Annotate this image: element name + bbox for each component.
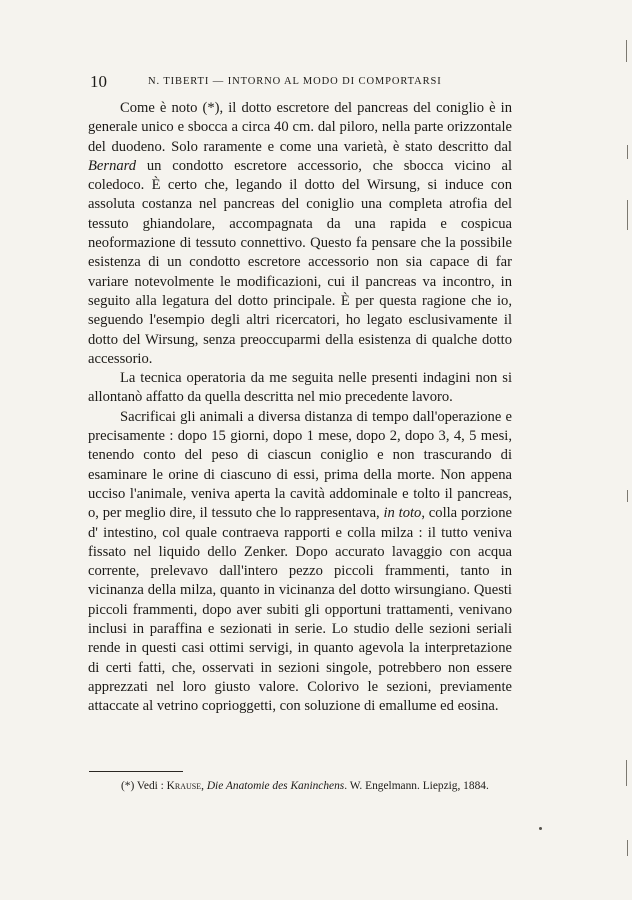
scan-edge-mark-3	[627, 200, 628, 230]
footnote-divider	[89, 771, 183, 772]
body-text	[88, 99, 512, 717]
scan-edge-mark-6	[627, 840, 628, 856]
running-title: N. TIBERTI — INTORNO AL MODO DI COMPORTARSI	[148, 76, 442, 87]
paragraph-1-italic-name: Bernard	[88, 157, 137, 174]
page-number: 10	[90, 72, 107, 91]
footnote-text	[89, 778, 512, 796]
running-head	[90, 70, 515, 94]
footnote-rest: . W. Engelmann. Liepzig, 1884.	[344, 780, 489, 792]
scan-edge-mark-5	[626, 760, 627, 786]
paragraph-3-text-a: Sacrificai gli animali a diversa distanza di tempo dall'operazione e precisamente : dopo 15 giorni, dopo 1 mese, dopo 2, dopo 3, 4, 5 mesi, tenendo conto del peso di ciascun coniglio e non trascurando di esaminare le orine di ciascuno di essi, prima della morte. Non appena ucciso l'animale, veniva aperta la cavità addominale e tolto il pancreas, o, per meglio dire, il tessuto che lo rappresentava,	[88, 408, 512, 522]
footnote-marker: (*) Vedi :	[121, 780, 167, 792]
footnote-title: Die Anatomie des Kaninchens	[206, 780, 345, 792]
paragraph-2-text: La tecnica operatoria da me seguita nelle presenti indagini non si allontanò affatto da quella descritta nel mio precedente lavoro.	[88, 370, 512, 406]
paragraph-1-text-b: un condotto escretore accessorio, che sbocca vicino al coledoco. È certo che, legando il dotto del Wirsung, si induce con assoluta costanza nel pancreas del coniglio una completa atrofia del tessuto ghiandolare, accompagnata da una rapida e cospicua neoformazione di tessuto connettivo. Questo fa pensare che la possibile esistenza di un condotto escretore accessorio non sia capace di far variare notevolmente le modificazioni, cui il pancreas va incontro, in seguito alla legatura del dotto principale. È per questa ragione che io, seguendo l'esempio degli altri ricercatori, ho legato esclusivamente il dotto del Wirsung, senza preoccuparmi della esistenza di qualche dotto accessorio.	[88, 157, 512, 367]
scan-edge-mark-1	[626, 40, 627, 62]
paragraph-2	[88, 369, 512, 408]
paragraph-3-text-b: , colla porzione d' intestino, col quale contraeva rapporti e colla milza : il tutto veniva fissato nel liquido dello Zenker. Dopo accurato lavaggio con acqua corrente, prelevavo dall'intero pezzo piccoli frammenti, tanto in vicinanza della milza, quanto in vicinanza del dotto wirsungiano. Questi piccoli frammenti, dopo aver subiti gli opportuni trattamenti, venivano inclusi in paraffina e sezionati in serie. Lo studio delle sezioni seriali rende in questi casi ottimi servigi, in quanto agevola la interpretazione di certi fatti, che, osservati in sezioni singole, potrebbero non essere apprezzati nel loro giusto valore. Colorivo le sezioni, previamente attaccate al vetrino coprioggetti, con soluzione di emallume ed eosina.	[88, 505, 513, 715]
footnote-sep: ,	[201, 780, 207, 792]
paragraph-3-italic-phrase: in toto	[383, 505, 422, 522]
paragraph-3	[88, 408, 512, 717]
footnote-author: Krause	[166, 780, 202, 792]
scan-edge-mark-2	[627, 145, 628, 159]
paragraph-1	[88, 99, 512, 369]
scan-speck	[539, 827, 542, 830]
scan-edge-mark-4	[627, 490, 628, 502]
footnote	[89, 778, 512, 796]
paragraph-1-text-a: Come è noto (*), il dotto escretore del pancreas del coniglio è in generale unico e sbocca a circa 40 cm. dal piloro, nella parte orizzontale del duodeno. Solo raramente e come una varietà, è stato descritto dal	[88, 100, 512, 155]
